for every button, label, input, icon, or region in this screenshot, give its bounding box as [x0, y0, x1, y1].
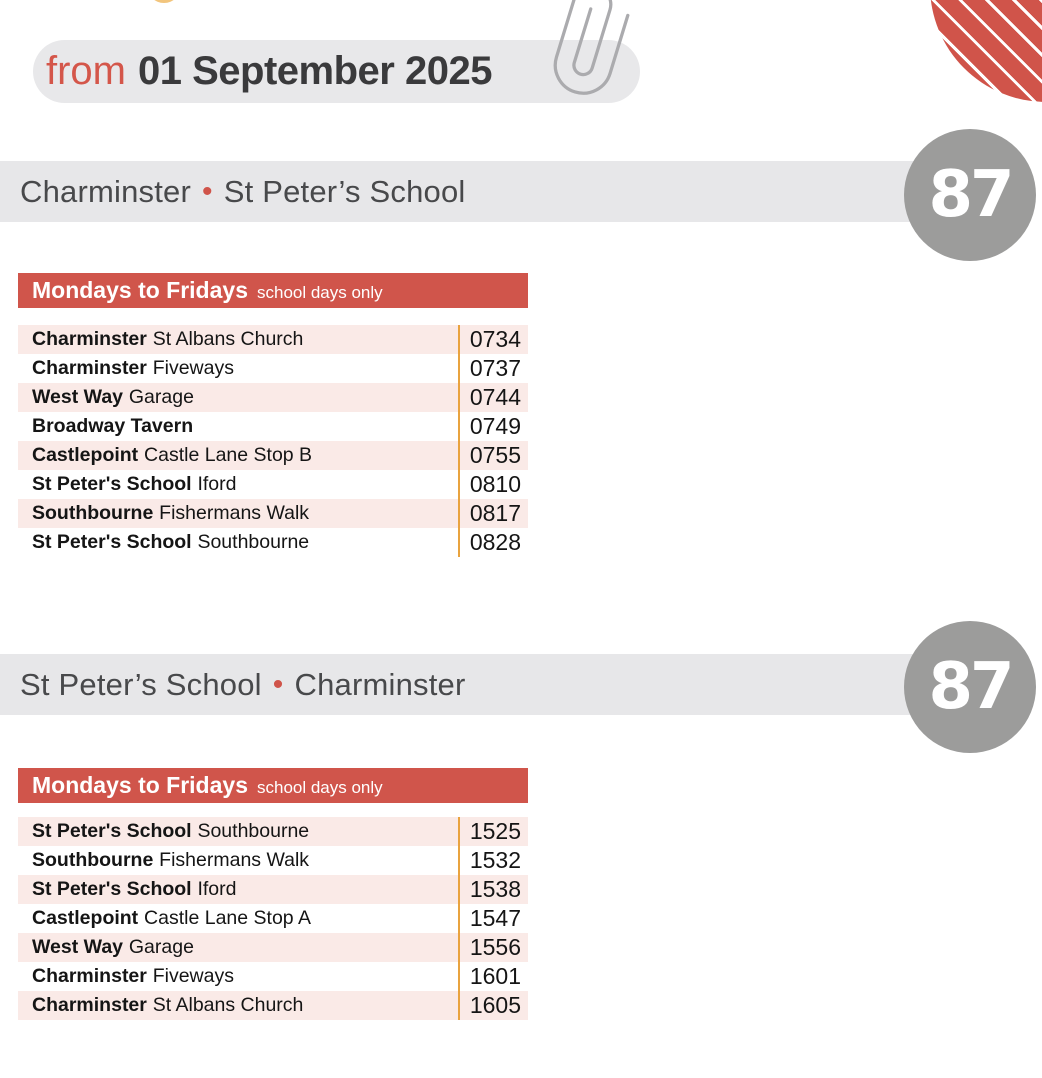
departure-time: 0737 — [458, 354, 528, 383]
stop-name: St Peter's School Southbourne — [32, 531, 310, 553]
striped-circle-decoration — [930, 0, 1042, 102]
yellow-circle-decoration — [147, 0, 181, 3]
route-header-return: St Peter’s School • Charminster — [0, 654, 918, 715]
stop-name: Charminster St Albans Church — [32, 328, 304, 350]
timetable-row — [18, 441, 528, 470]
stop-name: Castlepoint Castle Lane Stop B — [32, 444, 313, 466]
service-days-title: Mondays to Fridays — [32, 277, 248, 303]
service-days-note: school days only — [256, 283, 383, 302]
route-origin: St Peter’s School — [20, 666, 262, 702]
effective-date-prefix: from — [46, 49, 126, 93]
departure-time: 1525 — [458, 817, 528, 846]
departure-time: 1538 — [458, 875, 528, 904]
departure-time: 0734 — [458, 325, 528, 354]
stop-name: St Peter's School Southbourne — [32, 820, 310, 842]
route-header-outbound: Charminster • St Peter’s School — [0, 161, 918, 222]
timetable-row — [18, 904, 528, 933]
stop-name: Charminster Fiveways — [32, 965, 234, 987]
timetable-row — [18, 528, 528, 557]
timetable-row — [18, 875, 528, 904]
departure-time: 1547 — [458, 904, 528, 933]
service-days-header — [18, 768, 528, 803]
effective-date: 01 September 2025 — [138, 49, 492, 93]
stop-name: Castlepoint Castle Lane Stop A — [32, 907, 311, 929]
departure-time: 1532 — [458, 846, 528, 875]
stop-name: Southbourne Fishermans Walk — [32, 502, 310, 524]
departure-time: 1605 — [458, 991, 528, 1020]
timetable-row — [18, 354, 528, 383]
route-destination: Charminster — [294, 666, 466, 702]
stop-name: St Peter's School Iford — [32, 878, 237, 900]
departure-time: 0828 — [458, 528, 528, 557]
service-days-header — [18, 273, 528, 308]
timetable-row — [18, 499, 528, 528]
timetable-outbound — [18, 325, 528, 557]
timetable-row — [18, 383, 528, 412]
stop-name: Broadway Tavern — [32, 415, 194, 437]
timetable-row — [18, 325, 528, 354]
route-origin: Charminster — [20, 173, 192, 209]
route-destination: St Peter’s School — [223, 173, 466, 209]
stop-name: Charminster Fiveways — [32, 357, 234, 379]
stop-name: West Way Garage — [32, 386, 194, 408]
departure-time: 0755 — [458, 441, 528, 470]
stop-name: West Way Garage — [32, 936, 194, 958]
timetable-row — [18, 933, 528, 962]
departure-time: 1556 — [458, 933, 528, 962]
timetable-row — [18, 846, 528, 875]
stop-name: Charminster St Albans Church — [32, 994, 304, 1016]
service-days-note: school days only — [256, 778, 383, 797]
route-number-badge: 87 — [904, 129, 1036, 261]
timetable-row — [18, 991, 528, 1020]
timetable-row — [18, 962, 528, 991]
departure-time: 0817 — [458, 499, 528, 528]
departure-time: 0749 — [458, 412, 528, 441]
timetable-row — [18, 470, 528, 499]
stop-name: St Peter's School Iford — [32, 473, 237, 495]
departure-time: 1601 — [458, 962, 528, 991]
timetable-row — [18, 412, 528, 441]
departure-time: 0810 — [458, 470, 528, 499]
route-number-badge: 87 — [904, 621, 1036, 753]
timetable-row — [18, 817, 528, 846]
departure-time: 0744 — [458, 383, 528, 412]
stop-name: Southbourne Fishermans Walk — [32, 849, 310, 871]
timetable-return — [18, 817, 528, 1020]
service-days-title: Mondays to Fridays — [32, 772, 248, 798]
